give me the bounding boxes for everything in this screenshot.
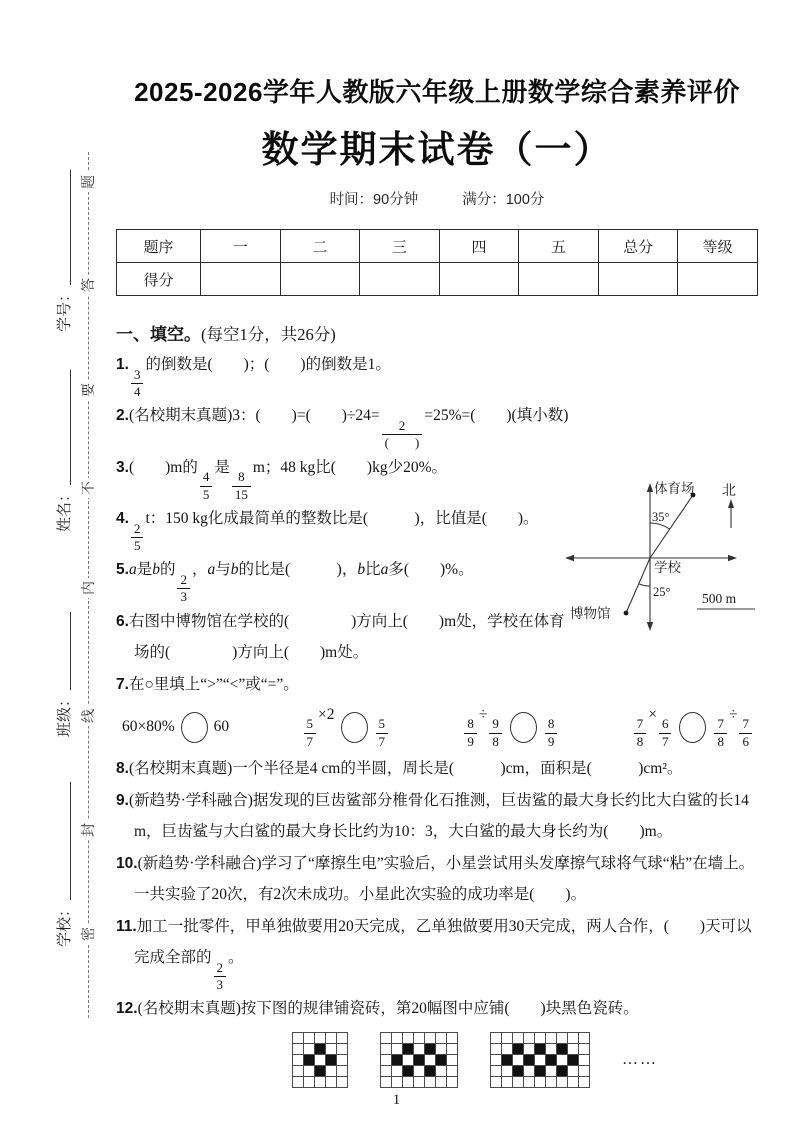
black-tile xyxy=(513,1044,523,1054)
page-number: 1 xyxy=(392,1092,401,1108)
score-header-cell: 等级 xyxy=(678,230,758,263)
comparison-right: 60 xyxy=(213,718,230,736)
arrowhead-left-icon xyxy=(565,555,574,561)
comparison-right xyxy=(543,706,560,749)
white-tile xyxy=(546,1077,556,1087)
white-tile xyxy=(326,1066,336,1076)
white-tile xyxy=(304,1044,314,1054)
score-empty-cell xyxy=(519,263,599,296)
tile-pattern-figures xyxy=(292,1032,758,1088)
white-tile xyxy=(447,1077,457,1087)
white-tile xyxy=(491,1033,501,1043)
white-tile xyxy=(579,1055,589,1065)
write-in-line xyxy=(70,612,71,690)
write-in-line xyxy=(70,370,71,485)
question-6 xyxy=(116,606,578,668)
fraction: $\frac{2}{( )}$ xyxy=(382,419,423,451)
tile-pattern-grid xyxy=(380,1032,458,1088)
comparison-left: 60×80% xyxy=(122,718,175,736)
question-1 xyxy=(116,349,758,399)
white-tile xyxy=(491,1044,501,1054)
exam-info-line xyxy=(116,188,758,209)
score-header-cell: 一 xyxy=(201,230,281,263)
white-tile xyxy=(315,1055,325,1065)
class-field xyxy=(52,612,74,737)
fraction: $\frac{8}{15}$ xyxy=(232,470,251,502)
school-label: 学校： xyxy=(56,901,73,947)
angle-25-arc xyxy=(639,584,650,586)
fraction: $\frac{2}{3}$ xyxy=(177,573,190,605)
comparison-row xyxy=(122,706,754,749)
fraction: $\frac{8}{9}$ xyxy=(464,717,477,749)
question-8 xyxy=(116,753,758,784)
white-tile xyxy=(436,1033,446,1043)
question-number: 10. xyxy=(116,855,138,873)
white-tile xyxy=(568,1066,578,1076)
student-name-field xyxy=(52,370,74,532)
white-tile xyxy=(326,1044,336,1054)
white-tile xyxy=(436,1077,446,1087)
black-tile xyxy=(414,1055,424,1065)
question-12 xyxy=(116,993,758,1024)
angle-35-label: 35° xyxy=(652,510,670,524)
black-tile xyxy=(513,1066,523,1076)
question-text: 在○里填上“>”“<”或“=”。 xyxy=(128,675,299,693)
black-tile xyxy=(315,1066,325,1076)
black-tile xyxy=(425,1044,435,1054)
white-tile xyxy=(535,1055,545,1065)
white-tile xyxy=(414,1077,424,1087)
question-10 xyxy=(116,848,758,910)
white-tile xyxy=(524,1077,534,1087)
exam-time: 时间：90分钟 xyxy=(329,192,419,208)
white-tile xyxy=(535,1077,545,1087)
white-tile xyxy=(381,1077,391,1087)
seal-char: 封 xyxy=(78,820,98,840)
white-tile xyxy=(392,1033,402,1043)
question-text: (新趋势·学科融合)学习了“摩擦生电”实验后，小星尝试用头发摩擦气球将气球“粘”在墙上。一共实验了20次，有2次未成功。小星此次实验的成功率是( )。 xyxy=(134,855,755,904)
score-table xyxy=(116,229,758,296)
comparison-item xyxy=(302,706,391,749)
black-tile xyxy=(524,1055,534,1065)
question-text: a是b的 $\frac{2}{3}$ ，a与b的比是( )，b比a多( )%。 xyxy=(128,561,474,605)
white-tile xyxy=(568,1077,578,1087)
white-tile xyxy=(304,1077,314,1087)
white-tile xyxy=(513,1077,523,1087)
white-tile xyxy=(381,1055,391,1065)
arrowhead-right-icon xyxy=(728,555,737,561)
question-text: $\frac{3}{4}$ 的倒数是( )；( )的倒数是1。 xyxy=(129,356,391,373)
comparison-item xyxy=(632,706,754,749)
white-tile xyxy=(579,1033,589,1043)
black-tile xyxy=(557,1044,567,1054)
question-number: 8. xyxy=(116,760,129,778)
exam-full-score: 满分：100分 xyxy=(462,192,545,208)
white-tile xyxy=(304,1066,314,1076)
white-tile xyxy=(414,1033,424,1043)
question-number: 9. xyxy=(116,792,129,810)
white-tile xyxy=(392,1077,402,1087)
seal-char: 题 xyxy=(78,172,98,192)
black-tile xyxy=(425,1066,435,1076)
comparison-right xyxy=(374,706,391,749)
fraction: $\frac{6}{7}$ xyxy=(659,717,672,749)
tile-grids xyxy=(292,1032,590,1088)
white-tile xyxy=(557,1033,567,1043)
white-tile xyxy=(557,1055,567,1065)
black-tile xyxy=(535,1044,545,1054)
direction-map-diagram xyxy=(550,466,765,634)
fraction: $\frac{5}{7}$ xyxy=(304,717,317,749)
white-tile xyxy=(337,1077,347,1087)
white-tile xyxy=(337,1055,347,1065)
white-tile xyxy=(337,1044,347,1054)
black-tile xyxy=(535,1066,545,1076)
white-tile xyxy=(502,1066,512,1076)
white-tile xyxy=(403,1077,413,1087)
comparison-right: $\frac{7}{8}$ ÷ $\frac{7}{6}$ xyxy=(712,706,754,749)
score-empty-cell xyxy=(678,263,758,296)
page-title: 数学期末试卷（一） xyxy=(261,129,613,170)
fraction: $\frac{7}{6}$ xyxy=(739,717,752,749)
student-name-label: 姓名： xyxy=(56,486,73,532)
score-header-cell: 四 xyxy=(439,230,519,263)
score-empty-cell xyxy=(280,263,360,296)
white-tile xyxy=(447,1044,457,1054)
score-header-cell: 题序 xyxy=(117,230,201,263)
question-text: (名校期末真题)一个半径是4 cm的半圆，周长是( )cm，面积是( )cm²。 xyxy=(128,760,683,778)
question-text: ( )m的 $\frac{4}{5}$ 是 $\frac{8}{15}$ m；48 kg比( )kg少20%。 xyxy=(128,458,448,502)
score-header-cell: 五 xyxy=(519,230,599,263)
question-number: 1. xyxy=(116,356,129,373)
question-number: 2. xyxy=(116,407,129,425)
fraction: $\frac{7}{8}$ xyxy=(714,717,727,749)
stadium-label: 体育场 xyxy=(654,481,695,496)
seal-char: 答 xyxy=(78,275,98,295)
white-tile xyxy=(304,1033,314,1043)
stadium-ray xyxy=(650,495,693,558)
museum-label: 博物馆 xyxy=(570,606,611,621)
comparison-circle xyxy=(341,712,368,743)
score-empty-cell xyxy=(598,263,678,296)
question-number: 7. xyxy=(116,675,129,693)
question-number: 6. xyxy=(116,612,129,630)
school-label: 学校 xyxy=(654,560,681,575)
white-tile xyxy=(326,1077,336,1087)
comparison-item xyxy=(462,706,559,749)
question-7 xyxy=(116,669,758,700)
score-table-row xyxy=(117,263,758,296)
arrowhead-down-icon xyxy=(647,622,653,631)
comparison-circle xyxy=(510,712,537,743)
white-tile xyxy=(513,1055,523,1065)
white-tile xyxy=(315,1033,325,1043)
fraction: $\frac{2}{3}$ xyxy=(214,961,227,993)
white-tile xyxy=(337,1033,347,1043)
white-tile xyxy=(414,1044,424,1054)
white-tile xyxy=(502,1033,512,1043)
white-tile xyxy=(403,1033,413,1043)
white-tile xyxy=(414,1066,424,1076)
question-2 xyxy=(116,400,758,450)
score-header-cell: 三 xyxy=(360,230,440,263)
fraction: $\frac{7}{8}$ xyxy=(634,717,647,749)
question-number: 11. xyxy=(116,918,137,936)
course-line: 2025-2026学年人教版六年级上册数学综合素养评价 xyxy=(134,77,740,107)
section-fill-in-blanks xyxy=(116,320,758,345)
white-tile xyxy=(524,1044,534,1054)
white-tile xyxy=(568,1033,578,1043)
north-label: 北 xyxy=(722,484,736,499)
question-text: 加工一批零件，甲单独做要用20天完成，乙单独做要用30天完成，两人合作，( )天可以完成全部的 $\frac{2}{3}$ 。 xyxy=(134,918,752,993)
white-tile xyxy=(447,1066,457,1076)
white-tile xyxy=(546,1033,556,1043)
ellipsis: …… xyxy=(622,1051,658,1069)
white-tile xyxy=(535,1033,545,1043)
white-tile xyxy=(392,1044,402,1054)
white-tile xyxy=(491,1055,501,1065)
fraction: $\frac{4}{5}$ xyxy=(200,470,213,502)
white-tile xyxy=(502,1044,512,1054)
comparison-item xyxy=(122,712,229,743)
black-tile xyxy=(436,1055,446,1065)
seal-char: 要 xyxy=(78,380,98,400)
section-title: 一、填空。 xyxy=(116,325,201,344)
black-tile xyxy=(304,1055,314,1065)
white-tile xyxy=(513,1033,523,1043)
comparison-left: $\frac{5}{7}$ ×2 xyxy=(302,706,335,749)
fraction: $\frac{8}{9}$ xyxy=(545,717,558,749)
arrowhead-up-icon xyxy=(647,483,653,492)
white-tile xyxy=(447,1033,457,1043)
score-header-cell: 二 xyxy=(280,230,360,263)
student-id-label: 学号： xyxy=(56,286,73,332)
white-tile xyxy=(326,1033,336,1043)
student-id-field xyxy=(52,170,74,332)
score-empty-cell xyxy=(439,263,519,296)
white-tile xyxy=(315,1077,325,1087)
north-arrowhead-icon xyxy=(728,499,734,508)
question-9 xyxy=(116,785,758,847)
comparison-left: $\frac{8}{9}$ ÷ $\frac{9}{8}$ xyxy=(462,706,504,749)
class-label: 班级： xyxy=(56,691,73,737)
score-table-header-row xyxy=(117,230,758,263)
comparison-circle xyxy=(181,712,208,743)
comparison-left: $\frac{7}{8}$ × $\frac{6}{7}$ xyxy=(632,706,674,749)
fraction: $\frac{9}{8}$ xyxy=(489,717,502,749)
scale-label: 500 m xyxy=(702,591,737,606)
white-tile xyxy=(436,1044,446,1054)
black-tile xyxy=(315,1044,325,1054)
write-in-line xyxy=(70,782,71,900)
school-field xyxy=(52,782,74,947)
angle-25-label: 25° xyxy=(653,585,671,599)
black-tile xyxy=(568,1055,578,1065)
question-number: 5. xyxy=(116,561,129,579)
question-text: (名校期末真题)3：( )=( )÷24= $\frac{2}{( )}$ =25%=( )(填小数) xyxy=(128,407,569,451)
white-tile xyxy=(546,1066,556,1076)
white-tile xyxy=(293,1077,303,1087)
question-text: (新趋势·学科融合)据发现的巨齿鲨部分椎骨化石推测，巨齿鲨的最大身长约比大白鲨的长14 m，巨齿鲨与大白鲨的最大身长比约为10：3，大白鲨的最大身长约为( )m。 xyxy=(128,792,749,841)
white-tile xyxy=(425,1055,435,1065)
seal-char: 密 xyxy=(78,924,98,944)
white-tile xyxy=(579,1066,589,1076)
white-tile xyxy=(557,1077,567,1087)
white-tile xyxy=(403,1055,413,1065)
white-tile xyxy=(447,1055,457,1065)
white-tile xyxy=(491,1066,501,1076)
score-row-label: 得分 xyxy=(117,263,201,296)
tile-pattern-grid xyxy=(490,1032,590,1088)
white-tile xyxy=(381,1044,391,1054)
museum-dot xyxy=(624,611,629,616)
white-tile xyxy=(293,1044,303,1054)
black-tile xyxy=(557,1066,567,1076)
white-tile xyxy=(392,1066,402,1076)
question-text: (名校期末真题)按下图的规律铺瓷砖，第20幅图中应铺( )块黑色瓷砖。 xyxy=(137,1000,639,1018)
white-tile xyxy=(425,1077,435,1087)
seal-char: 不 xyxy=(78,478,98,498)
white-tile xyxy=(425,1033,435,1043)
fraction: $\frac{3}{4}$ xyxy=(131,368,144,400)
white-tile xyxy=(436,1066,446,1076)
seal-char: 线 xyxy=(78,706,98,726)
white-tile xyxy=(293,1033,303,1043)
white-tile xyxy=(568,1044,578,1054)
black-tile xyxy=(392,1055,402,1065)
white-tile xyxy=(579,1077,589,1087)
white-tile xyxy=(524,1066,534,1076)
white-tile xyxy=(381,1033,391,1043)
black-tile xyxy=(326,1055,336,1065)
white-tile xyxy=(524,1033,534,1043)
black-tile xyxy=(403,1044,413,1054)
question-number: 3. xyxy=(116,458,129,476)
score-header-cell: 总分 xyxy=(598,230,678,263)
question-number: 12. xyxy=(116,1000,138,1018)
white-tile xyxy=(546,1044,556,1054)
tile-pattern-grid xyxy=(292,1032,348,1088)
section-note: (每空1分，共26分) xyxy=(201,325,336,344)
seal-char: 内 xyxy=(78,578,98,598)
white-tile xyxy=(337,1066,347,1076)
question-text: 右图中博物馆在学校的( )方向上( )m处，学校在体育场的( )方向上( )m处。 xyxy=(128,612,565,661)
score-empty-cell xyxy=(360,263,440,296)
black-tile xyxy=(403,1066,413,1076)
white-tile xyxy=(381,1066,391,1076)
white-tile xyxy=(502,1077,512,1087)
black-tile xyxy=(546,1055,556,1065)
black-tile xyxy=(502,1055,512,1065)
write-in-line xyxy=(70,170,71,285)
white-tile xyxy=(293,1055,303,1065)
question-text: $\frac{2}{5}$ t：150 kg化成最简单的整数比是( )，比值是( )。 xyxy=(129,510,539,527)
fraction: $\frac{5}{7}$ xyxy=(376,717,389,749)
white-tile xyxy=(491,1077,501,1087)
question-number: 4. xyxy=(116,510,129,528)
comparison-circle xyxy=(679,712,706,743)
white-tile xyxy=(579,1044,589,1054)
fraction: $\frac{2}{5}$ xyxy=(131,522,144,554)
question-11 xyxy=(116,911,758,992)
score-empty-cell xyxy=(201,263,281,296)
white-tile xyxy=(293,1066,303,1076)
